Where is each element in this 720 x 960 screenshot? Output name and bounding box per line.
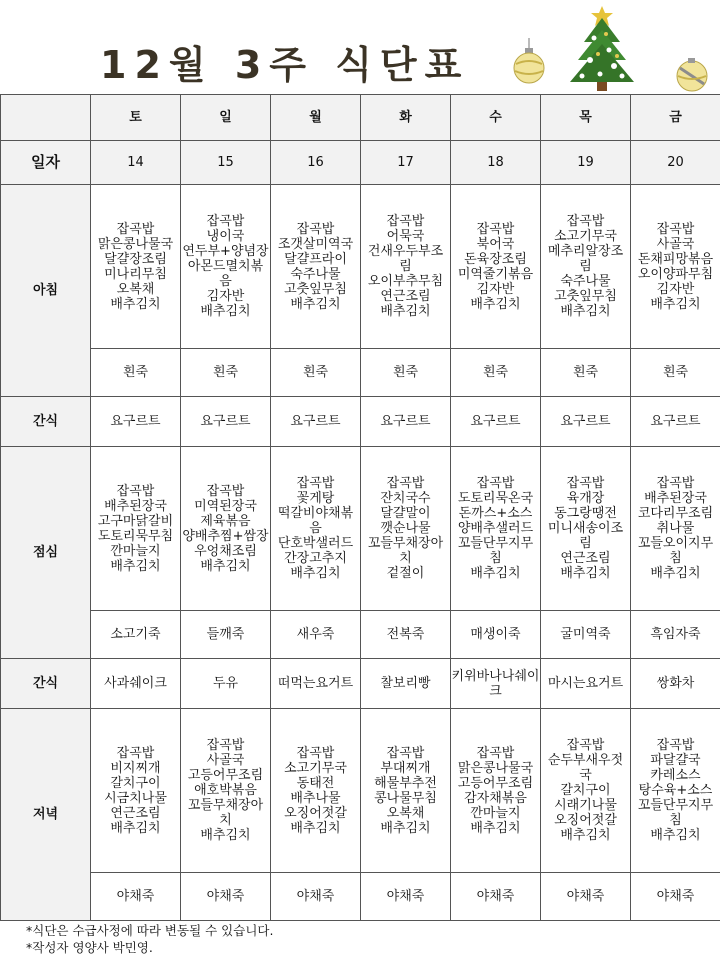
menu-item: 건새우두부조림 — [367, 244, 444, 274]
menu-item: 파달걀국 — [650, 753, 701, 768]
menu-item: 양배추샐러드 — [457, 521, 534, 536]
porridge-cell: 야채죽 — [631, 873, 720, 921]
menu-item: 연두부+양념장 — [182, 244, 269, 259]
menu-item: 꼬들무채장아치 — [367, 536, 444, 566]
date-cell: 20 — [631, 141, 720, 185]
snack-cell: 요구르트 — [541, 397, 631, 447]
lunch-cell — [271, 447, 361, 611]
porridge-cell: 새우죽 — [271, 611, 361, 659]
menu-item: 배추김치 — [380, 304, 431, 319]
day-header-row — [1, 95, 720, 141]
menu-item: 미역줄기볶음 — [457, 266, 534, 282]
menu-item: 갈치구이 — [560, 783, 611, 798]
day-header: 화 — [361, 95, 451, 141]
menu-item: 도토리묵무침 — [97, 528, 174, 544]
menu-item: 오이양파무침 — [637, 266, 714, 282]
menu-item: 배추김치 — [380, 820, 431, 836]
menu-item: 도토리묵온국 — [457, 491, 534, 506]
menu-item: 김자반 — [656, 281, 695, 297]
day-header: 목 — [541, 95, 631, 141]
menu-item: 깻순나물 — [380, 521, 431, 536]
menu-item: 배추김치 — [560, 304, 611, 319]
menu-item: 미나리무침 — [104, 266, 167, 282]
porridge-cell: 야채죽 — [91, 873, 181, 921]
porridge-cell: 흰죽 — [631, 349, 720, 397]
lunch-cell — [541, 447, 631, 611]
menu-item: 배추김치 — [470, 566, 521, 581]
footnote: *작성자 영양사 박민영. — [26, 940, 153, 955]
porridge-cell: 흰죽 — [451, 349, 541, 397]
snack-cell: 요구르트 — [271, 397, 361, 447]
menu-item: 떡갈비야채볶음 — [277, 506, 354, 536]
menu-item: 갈치구이 — [110, 775, 161, 791]
dinner-cell — [361, 709, 451, 873]
menu-item: 사골국 — [206, 753, 245, 768]
day-header: 수 — [451, 95, 541, 141]
menu-item: 잔치국수 — [380, 491, 431, 506]
breakfast-row — [1, 185, 720, 349]
date-label: 일자 — [1, 141, 91, 185]
dinner-cell — [91, 709, 181, 873]
menu-item: 배추된장국 — [104, 498, 167, 514]
menu-item: 꼬들단무지무침 — [637, 798, 714, 828]
menu-item: 감자채볶음 — [464, 790, 527, 806]
menu-item: 달걀말이 — [380, 506, 431, 521]
day-header: 일 — [181, 95, 271, 141]
menu-item: 육개장 — [566, 491, 605, 506]
menu-item: 동태전 — [296, 775, 335, 791]
snack-cell: 요구르트 — [91, 397, 181, 447]
menu-item: 배추김치 — [200, 304, 251, 319]
porridge-cell: 야채죽 — [361, 873, 451, 921]
snack-cell: 찰보리빵 — [361, 659, 451, 709]
menu-item: 배추김치 — [290, 566, 341, 581]
porridge-cell: 야채죽 — [541, 873, 631, 921]
menu-item: 양배추찜+쌈장 — [182, 528, 269, 544]
menu-item: 잡곡밥 — [656, 221, 695, 237]
porridge-cell: 매생이죽 — [451, 611, 541, 659]
date-cell: 16 — [271, 141, 361, 185]
menu-item: 오징어젓갈 — [554, 813, 617, 828]
menu-item: 콩나물무침 — [374, 790, 437, 806]
dinner-cell — [631, 709, 720, 873]
menu-item: 돈까스+소스 — [458, 506, 533, 521]
dinner-cell — [541, 709, 631, 873]
porridge-cell: 야채죽 — [451, 873, 541, 921]
date-cell: 15 — [181, 141, 271, 185]
porridge-cell: 흰죽 — [541, 349, 631, 397]
menu-item: 배추된장국 — [644, 491, 707, 506]
dinner-cell — [271, 709, 361, 873]
snack2-label: 간식 — [1, 659, 91, 709]
menu-item: 잡곡밥 — [476, 745, 515, 761]
breakfast-cell — [631, 185, 720, 349]
menu-item: 배추김치 — [200, 558, 251, 574]
menu-item: 고등어무조림 — [457, 775, 534, 791]
snack-cell: 요구르트 — [361, 397, 451, 447]
menu-item: 고춧잎무침 — [554, 289, 617, 304]
menu-item: 고구마닭갈비 — [97, 513, 174, 529]
menu-item: 오복채 — [386, 805, 425, 821]
menu-item: 배추김치 — [650, 566, 701, 581]
date-cell: 19 — [541, 141, 631, 185]
breakfast-cell — [541, 185, 631, 349]
menu-item: 애호박볶음 — [194, 783, 257, 798]
date-cell: 14 — [91, 141, 181, 185]
menu-item: 잡곡밥 — [656, 476, 695, 491]
snack-cell: 마시는요거트 — [541, 659, 631, 709]
menu-item: 잡곡밥 — [296, 221, 335, 237]
menu-item: 잡곡밥 — [566, 214, 605, 229]
day-header: 금 — [631, 95, 720, 141]
dinner-row — [1, 709, 720, 873]
porridge-cell: 소고기죽 — [91, 611, 181, 659]
lunch-label: 점심 — [1, 447, 91, 659]
breakfast-cell — [181, 185, 271, 349]
menu-item: 부대찌개 — [380, 760, 431, 776]
lunch-porridge-row — [1, 611, 720, 659]
menu-item: 배추김치 — [290, 820, 341, 836]
menu-item: 사골국 — [656, 236, 695, 252]
menu-item: 배추김치 — [470, 296, 521, 312]
menu-item: 시금치나물 — [104, 790, 167, 806]
porridge-cell: 들깨죽 — [181, 611, 271, 659]
menu-item: 꽃게탕 — [296, 491, 335, 506]
menu-item: 배추김치 — [560, 566, 611, 581]
lunch-cell — [91, 447, 181, 611]
menu-item: 연근조림 — [560, 551, 611, 566]
menu-item: 잡곡밥 — [206, 214, 245, 229]
menu-item: 카레소스 — [650, 768, 701, 783]
menu-item: 고등어무조림 — [187, 768, 264, 783]
menu-item: 맑은콩나물국 — [457, 760, 534, 776]
menu-item: 잡곡밥 — [296, 745, 335, 761]
menu-item: 배추김치 — [560, 828, 611, 843]
menu-item: 배추김치 — [200, 828, 251, 843]
porridge-cell: 흰죽 — [181, 349, 271, 397]
menu-item: 잡곡밥 — [206, 738, 245, 753]
menu-item: 잡곡밥 — [566, 738, 605, 753]
porridge-cell: 굴미역죽 — [541, 611, 631, 659]
lunch-cell — [361, 447, 451, 611]
menu-item: 순두부새우젓국 — [547, 753, 624, 783]
breakfast-label: 아침 — [1, 185, 91, 397]
snack-cell: 떠먹는요거트 — [271, 659, 361, 709]
menu-item: 배추김치 — [110, 820, 161, 836]
porridge-cell: 야채죽 — [181, 873, 271, 921]
menu-item: 소고기무국 — [284, 760, 347, 776]
footnote: *식단은 수급사정에 따라 변동될 수 있습니다. — [26, 923, 274, 938]
date-row — [1, 141, 720, 185]
menu-item: 잡곡밥 — [476, 476, 515, 491]
christmas-tree-icon — [562, 4, 642, 92]
menu-item: 달걀장조림 — [104, 251, 167, 267]
date-cell: 17 — [361, 141, 451, 185]
menu-item: 깐마늘지 — [110, 543, 161, 559]
ornament-ball-icon — [509, 38, 547, 88]
menu-item: 동그랑땡전 — [554, 506, 617, 521]
lunch-row — [1, 447, 720, 611]
day-header: 토 — [91, 95, 181, 141]
lunch-cell — [451, 447, 541, 611]
menu-item: 맑은콩나물국 — [97, 236, 174, 252]
snack2-row — [1, 659, 720, 709]
dinner-cell — [181, 709, 271, 873]
snack1-row — [1, 397, 720, 447]
menu-item: 꼬들무채장아치 — [187, 798, 264, 828]
corner-cell — [1, 95, 91, 141]
menu-item: 배추김치 — [470, 820, 521, 836]
menu-item: 잡곡밥 — [296, 476, 335, 491]
menu-item: 깐마늘지 — [470, 805, 521, 821]
menu-item: 북어국 — [476, 236, 515, 252]
snack-cell: 요구르트 — [631, 397, 720, 447]
menu-item: 미니새송이조림 — [547, 521, 624, 551]
snack-cell: 두유 — [181, 659, 271, 709]
menu-item: 잡곡밥 — [386, 745, 425, 761]
footnotes — [26, 922, 273, 956]
menu-item: 김자반 — [476, 281, 515, 297]
breakfast-cell — [271, 185, 361, 349]
menu-item: 배추나물 — [290, 790, 341, 806]
menu-item: 잡곡밥 — [116, 221, 155, 237]
breakfast-cell — [361, 185, 451, 349]
menu-item: 꼬들오이지무침 — [637, 536, 714, 566]
menu-item: 배추김치 — [650, 296, 701, 312]
lunch-cell — [181, 447, 271, 611]
menu-item: 돈채피망볶음 — [637, 251, 714, 267]
menu-item: 잡곡밥 — [386, 476, 425, 491]
menu-item: 냉이국 — [206, 229, 245, 244]
porridge-cell: 흰죽 — [271, 349, 361, 397]
porridge-cell: 흰죽 — [91, 349, 181, 397]
snack-cell: 사과쉐이크 — [91, 659, 181, 709]
menu-item: 오징어젓갈 — [284, 805, 347, 821]
menu-item: 돈육장조림 — [464, 251, 527, 267]
dinner-cell — [451, 709, 541, 873]
menu-item: 단호박샐러드 — [277, 536, 354, 551]
dinner-porridge-row — [1, 873, 720, 921]
meal-plan-table — [0, 94, 720, 921]
menu-item: 취나물 — [656, 521, 695, 536]
menu-item: 잡곡밥 — [116, 745, 155, 761]
date-cell: 18 — [451, 141, 541, 185]
menu-item: 달걀프라이 — [284, 251, 347, 267]
menu-item: 탕수육+소스 — [638, 783, 713, 798]
day-header: 월 — [271, 95, 361, 141]
menu-item: 잡곡밥 — [566, 476, 605, 491]
snack1-label: 간식 — [1, 397, 91, 447]
menu-item: 잡곡밥 — [656, 738, 695, 753]
menu-item: 소고기무국 — [554, 229, 617, 244]
menu-item: 간장고추지 — [284, 551, 347, 566]
ornament-ball-icon — [672, 54, 712, 94]
menu-item: 시래기나물 — [554, 798, 617, 813]
page-title: 12월 3주 식단표 — [100, 43, 470, 87]
menu-item: 잡곡밥 — [476, 221, 515, 237]
snack-cell: 요구르트 — [181, 397, 271, 447]
menu-item: 연근조림 — [110, 805, 161, 821]
lunch-cell — [631, 447, 720, 611]
porridge-cell: 흑임자죽 — [631, 611, 720, 659]
menu-item: 미역된장국 — [194, 498, 257, 514]
menu-item: 배추김치 — [650, 828, 701, 843]
menu-item: 연근조림 — [380, 289, 431, 304]
menu-item: 오복채 — [116, 281, 155, 297]
menu-item: 잡곡밥 — [116, 483, 155, 499]
menu-item: 잡곡밥 — [386, 214, 425, 229]
breakfast-cell — [451, 185, 541, 349]
menu-item: 제육볶음 — [200, 513, 251, 529]
porridge-cell: 전복죽 — [361, 611, 451, 659]
breakfast-cell — [91, 185, 181, 349]
menu-item: 메추리알장조림 — [547, 244, 624, 274]
menu-item: 아몬드멸치볶음 — [187, 259, 264, 289]
breakfast-porridge-row — [1, 349, 720, 397]
menu-item: 숙주나물 — [290, 266, 341, 282]
menu-item: 김자반 — [206, 289, 245, 304]
menu-item: 조갯살미역국 — [277, 236, 354, 252]
dinner-label: 저녁 — [1, 709, 91, 921]
menu-item: 숙주나물 — [560, 274, 611, 289]
menu-item: 코다리무조림 — [637, 506, 714, 521]
menu-item: 배추김치 — [110, 296, 161, 312]
menu-item: 해물부추전 — [374, 775, 437, 791]
menu-item: 배추김치 — [290, 296, 341, 312]
porridge-cell: 야채죽 — [271, 873, 361, 921]
menu-item: 어묵국 — [386, 229, 425, 244]
menu-item: 꼬들단무지무침 — [457, 536, 534, 566]
menu-item: 우엉채조림 — [194, 543, 257, 559]
snack-cell: 요구르트 — [451, 397, 541, 447]
menu-item: 고춧잎무침 — [284, 281, 347, 297]
menu-item: 오이부추무침 — [367, 274, 444, 289]
menu-item: 비지찌개 — [110, 760, 161, 776]
porridge-cell: 흰죽 — [361, 349, 451, 397]
snack-cell: 쌍화차 — [631, 659, 720, 709]
snack-cell: 키위바나나쉐이크 — [451, 659, 541, 709]
menu-item: 잡곡밥 — [206, 483, 245, 499]
menu-item: 배추김치 — [110, 558, 161, 574]
menu-item: 겉절이 — [386, 566, 425, 581]
